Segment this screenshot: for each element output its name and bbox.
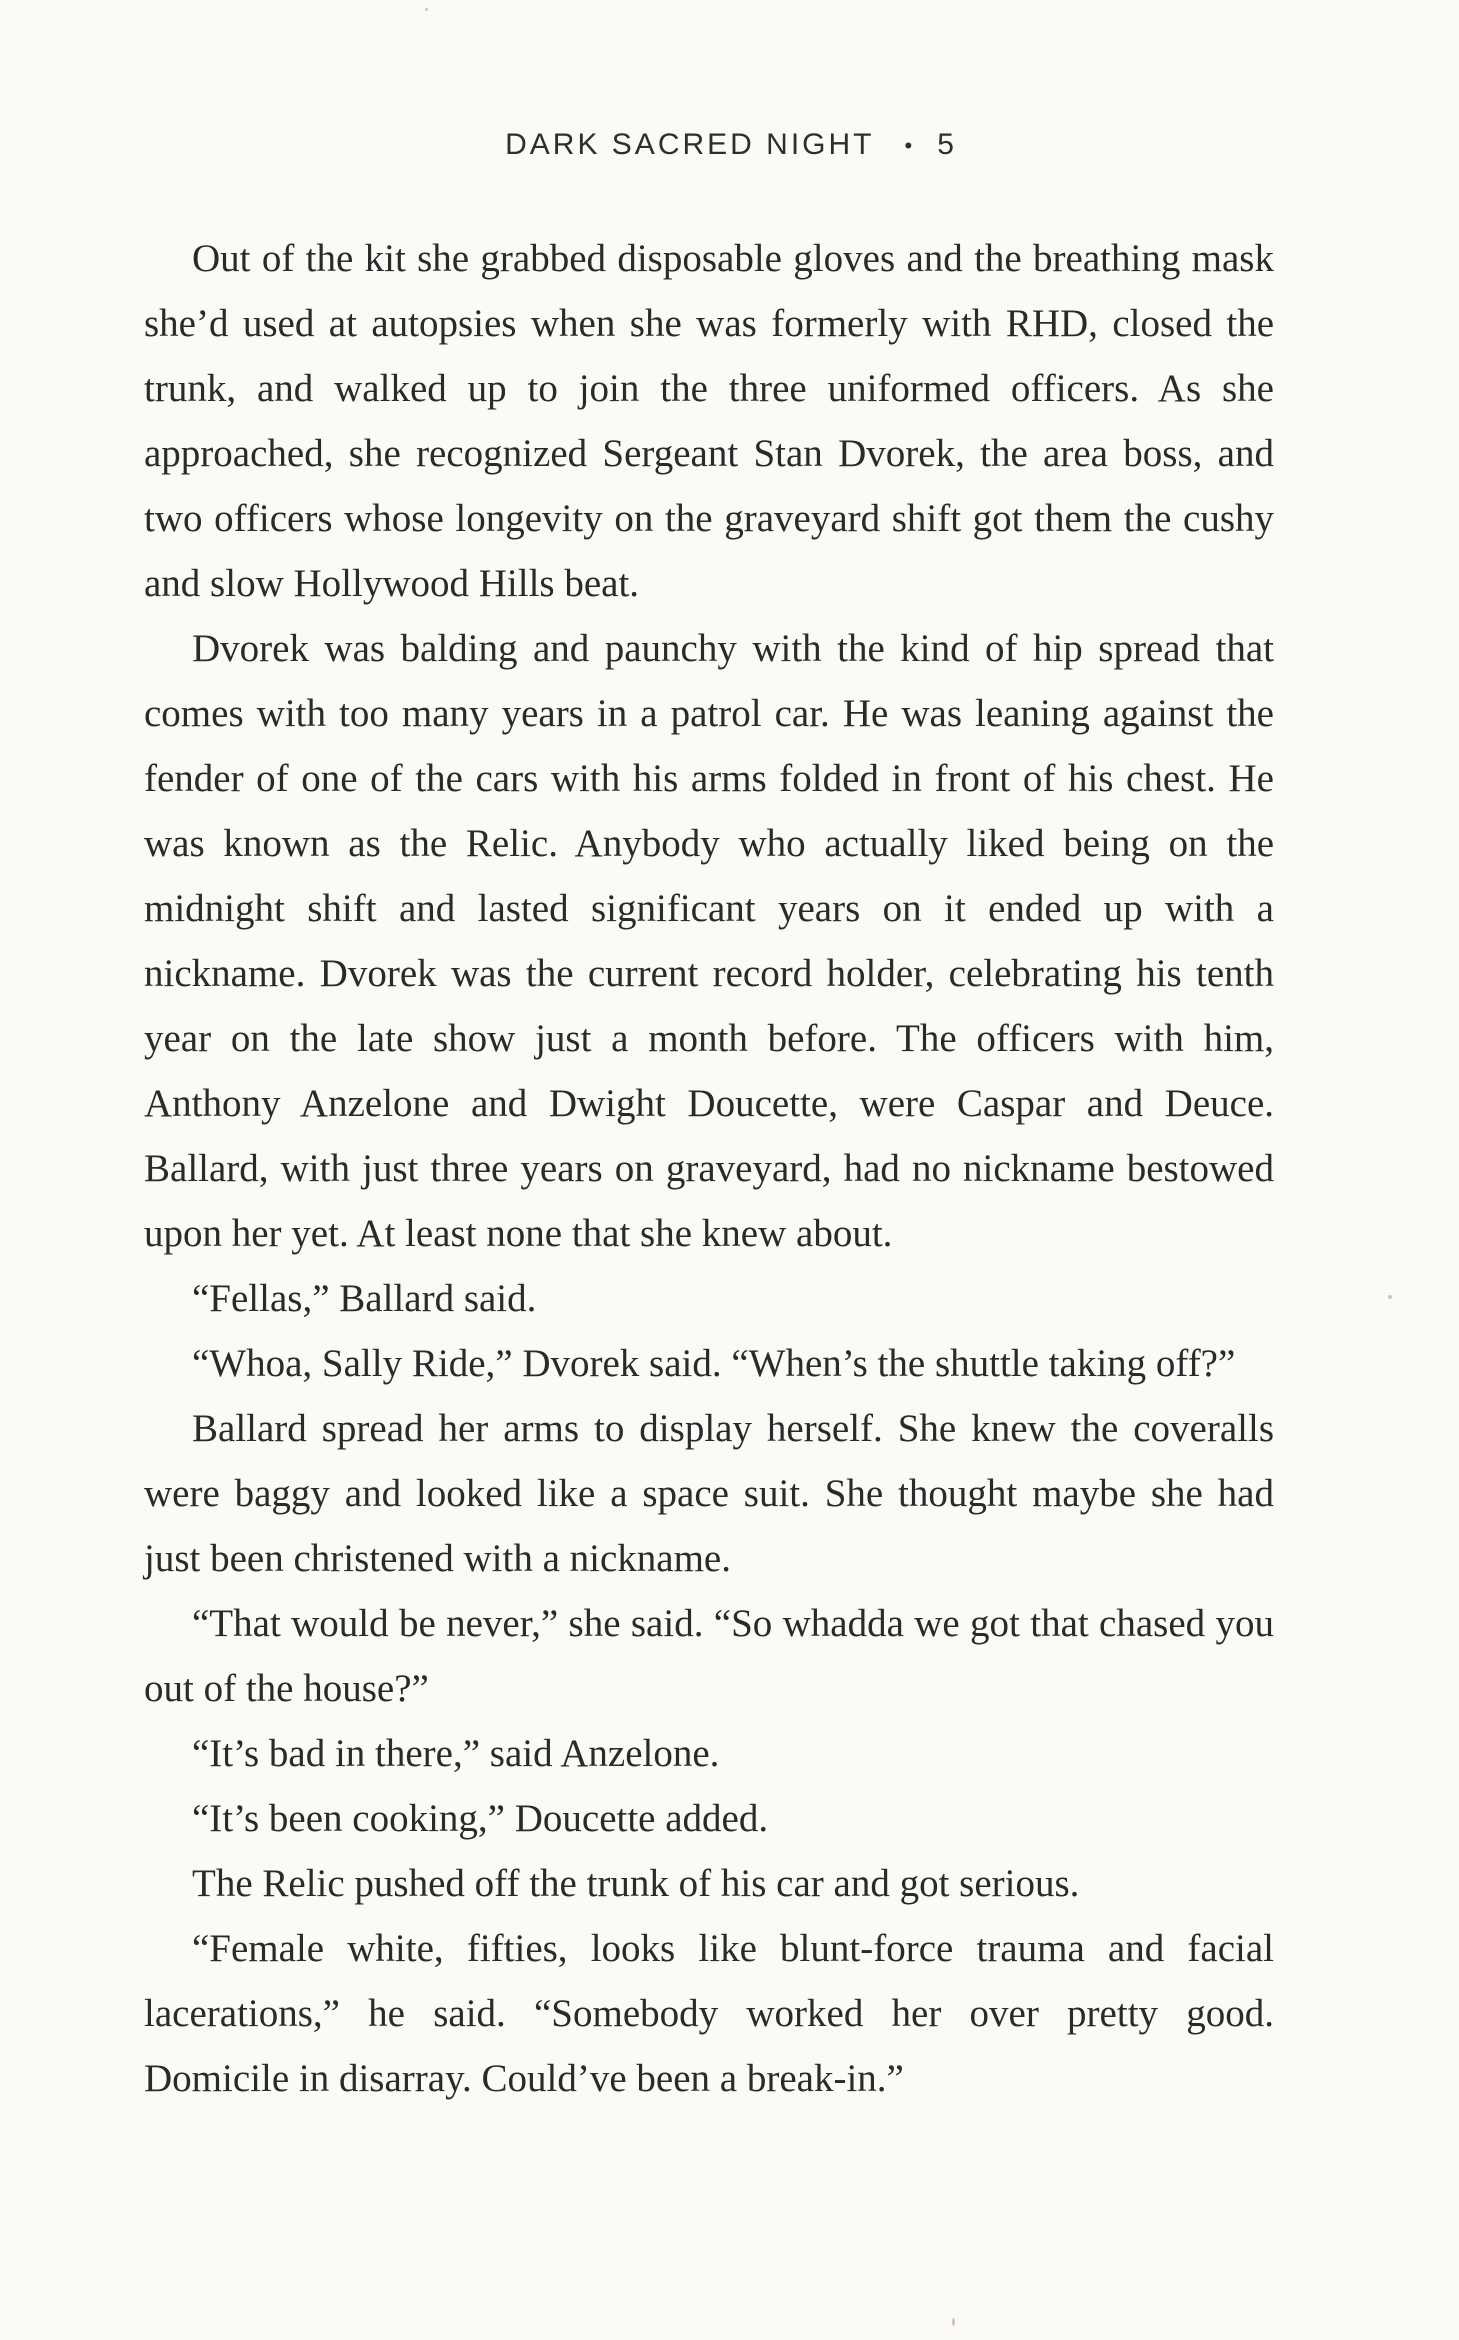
scan-speck	[425, 8, 428, 11]
book-title: DARK SACRED NIGHT	[505, 128, 875, 161]
paragraph: The Relic pushed off the trunk of his car and got serious.	[192, 1862, 1080, 1905]
paragraph: “Fellas,” Ballard said.	[192, 1277, 537, 1320]
body-text	[144, 226, 1274, 2111]
paragraph: “It’s been cooking,” Doucette added.	[192, 1797, 769, 1840]
paragraph: Ballard spread her arms to display herself. She knew the coveralls were baggy and looked like a space suit. She thought maybe she had just been christened with a nickname.	[144, 1407, 1274, 1580]
paragraph: “That would be never,” she said. “So whadda we got that chased you out of the house?”	[144, 1602, 1274, 1710]
paragraph: “Female white, fifties, looks like blunt-force trauma and facial lacerations,” he said. “Somebody worked her over pretty good. Domicile in disarray. Could’ve been a break-in.”	[144, 1927, 1274, 2100]
paragraph: Out of the kit she grabbed disposable gloves and the breathing mask she’d used at autopsies when she was formerly with RHD, closed the trunk, and walked up to join the three uniformed officers. As she approached, she recognized Sergeant Stan Dvorek, the area boss, and two officers whose longevity on the graveyard shift got them the cushy and slow Hollywood Hills beat.	[144, 237, 1274, 605]
running-head	[0, 128, 1459, 162]
paragraph: Dvorek was balding and paunchy with the kind of hip spread that comes with too many years in a patrol car. He was leaning against the fender of one of the cars with his arms folded in front of his chest. He was known as the Relic. Anybody who actually liked being on the midnight shift and lasted significant years on it ended up with a nickname. Dvorek was the current record holder, celebrating his tenth year on the late show just a month before. The officers with him, Anthony Anzelone and Dwight Doucette, were Caspar and Deuce. Ballard, with just three years on graveyard, had no nickname bestowed upon her yet. At least none that she knew about.	[144, 627, 1274, 1255]
paragraph: “It’s bad in there,” said Anzelone.	[192, 1732, 720, 1775]
scan-speck	[1388, 1295, 1392, 1299]
header-separator: •	[904, 133, 916, 159]
page-number: 5	[937, 128, 954, 161]
scan-speck	[952, 2318, 955, 2326]
paragraph: “Whoa, Sally Ride,” Dvorek said. “When’s the shuttle taking off?”	[192, 1342, 1236, 1385]
